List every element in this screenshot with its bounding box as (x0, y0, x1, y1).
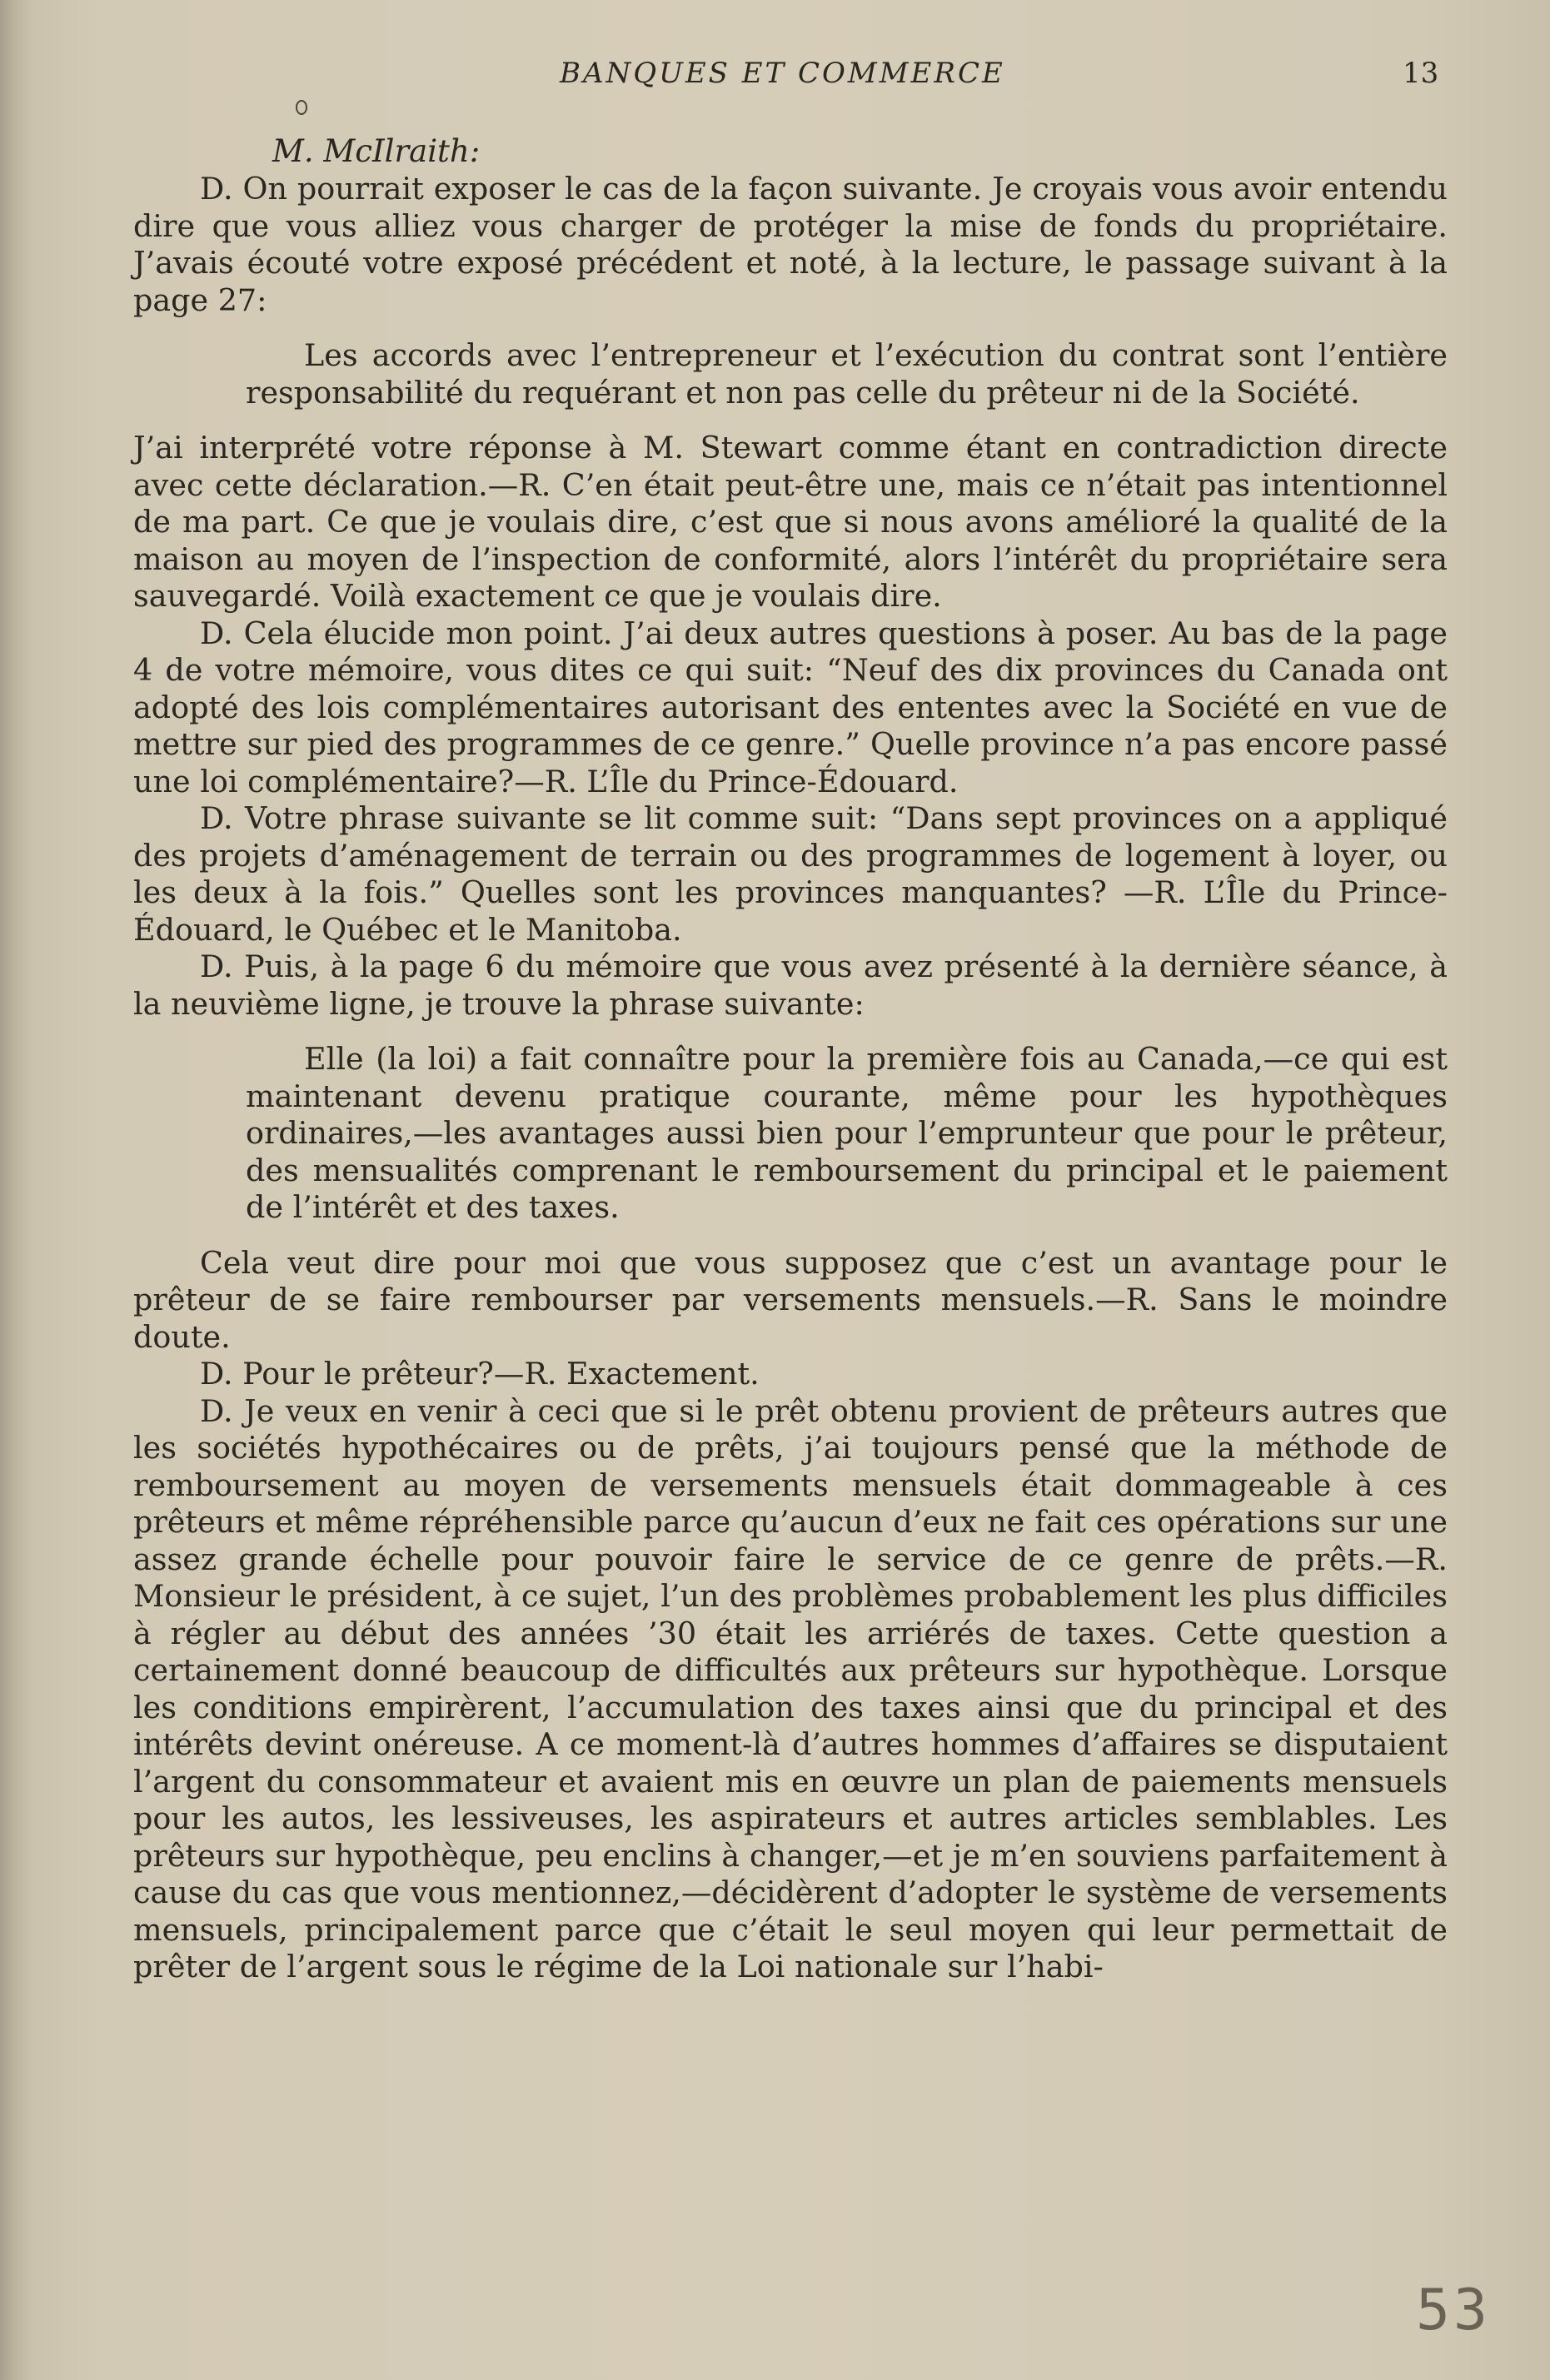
paragraph: D. Je veux en venir à ceci que si le prêt obtenu provient de prêteurs autres que les sociétés hypothécaires ou de prêts, j’ai toujours pensé que la méthode de remboursement au moyen de versements mensuels était dommageable à ces prêteurs et même répréhensible parce qu’aucun d’eux ne fait ces opérations sur une assez grande échelle pour pouvoir faire le service de ce genre de prêts.—R. Monsieur le président, à ce sujet, l’un des problèmes probablement les plus difficiles à régler au début des années ’30 était les arriérés de taxes. Cette question a certainement donné beaucoup de difficultés aux prêteurs sur hypothèque. Lorsque les conditions empirèrent, l’accumulation des taxes ainsi que du principal et des intérêts devint onéreuse. A ce moment-là d’autres hommes d’affaires se disputaient l’argent du consommateur et avaient mis en œuvre un plan de paiements mensuels pour les autos, les lessiveuses, les aspirateurs et autres articles semblables. Les prêteurs sur hypothèque, peu enclins à changer,—et je m’en souviens parfaitement à cause du cas que vous mentionnez,—décidèrent d’adopter le système de versements mensuels, principalement parce que c’était le seul moyen qui leur permettait de prêter de l’argent sous le régime de la Loi nationale sur l’habi- (133, 1392, 1448, 1984)
paragraph: D. Votre phrase suivante se lit comme suit: “Dans sept provinces on a appliqué des projets d’aménagement de terrain ou des programmes de logement à loyer, ou les deux à la fois.” Quelles sont les provinces manquantes? —R. L’Île du Prince-Édouard, le Québec et le Manitoba. (133, 800, 1448, 948)
quotation: Elle (la loi) a fait connaître pour la première fois au Canada,—ce qui est maintenant devenu pratique courante, même pour les hypothèques ordinaires,—les avantages aussi bien pour l’emprunteur que pour le prêteur, des mensualités comprenant le remboursement du principal et le paiement de l’intérêt et des taxes. (246, 1041, 1448, 1225)
paragraph: J’ai interprété votre réponse à M. Stewart comme étant en contradiction directe avec cette déclaration.—R. C’en était peut-être une, mais ce n’était pas intentionnel de ma part. Ce que je voulais dire, c’est que si nous avons amélioré la qualité de la maison au moyen de l’inspection de conformité, alors l’intérêt du propriétaire sera sauvegardé. Voilà exactement ce que je voulais dire. (133, 430, 1448, 614)
paragraph: D. Cela élucide mon point. J’ai deux autres questions à poser. Au bas de la page 4 de votre mémoire, vous dites ce qui suit: “Neuf des dix provinces du Canada ont adopté des lois complémentaires autorisant des ententes avec la Société en vue de mettre sur pied des programmes de ce genre.” Quelle province n’a pas encore passé une loi complémentaire?—R. L’Île du Prince-Édouard. (133, 615, 1448, 799)
body-text (133, 171, 1448, 1986)
paragraph: Cela veut dire pour moi que vous supposez que c’est un avantage pour le prêteur de se faire rembourser par versements mensuels.—R. Sans le moindre doute. (133, 1244, 1448, 1355)
page-header (0, 57, 1550, 98)
page-number: 13 (1403, 57, 1439, 90)
paragraph: D. Pour le prêteur?—R. Exactement. (200, 1356, 760, 1392)
ink-speck (296, 100, 307, 115)
running-title: BANQUES ET COMMERCE (560, 57, 1005, 90)
quotation: Les accords avec l’entrepreneur et l’exécution du contrat sont l’entière responsabilité du requérant et non pas celle du prêteur ni de la Société. (246, 337, 1448, 411)
speaker-heading: M. McIlraith: (272, 133, 481, 169)
paragraph: D. On pourrait exposer le cas de la façon suivante. Je croyais vous avoir entendu dire que vous alliez vous charger de protéger la mise de fonds du propriétaire. J’avais écouté votre exposé précédent et noté, à la lecture, le passage suivant à la page 27: (133, 171, 1448, 318)
folio-stamp: 53 (1416, 2278, 1491, 2343)
paragraph: D. Puis, à la page 6 du mémoire que vous avez présenté à la dernière séance, à la neuvième ligne, je trouve la phrase suivante: (133, 949, 1448, 1022)
